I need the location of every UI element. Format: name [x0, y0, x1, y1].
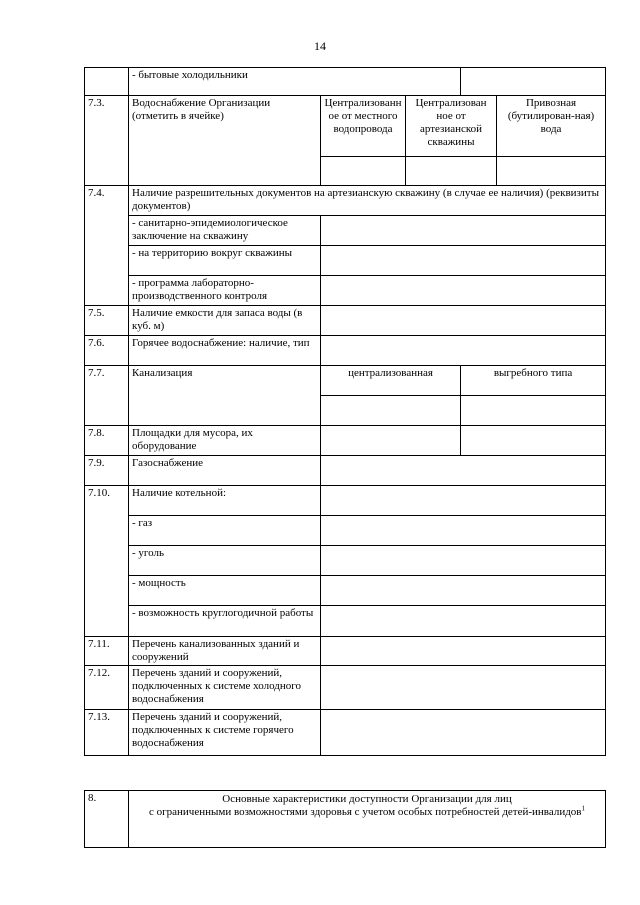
row-number: 7.12.	[85, 666, 129, 710]
row-label: - бытовые холодильники	[129, 68, 461, 96]
footnote-mark: 1	[581, 804, 586, 813]
table-row	[85, 246, 606, 276]
row-number: 7.5.	[85, 306, 129, 336]
row-number: 7.4.	[85, 186, 129, 306]
column-header: Централизованн ое от местного водопровода	[321, 96, 406, 157]
table-row	[85, 710, 606, 756]
row-number: 7.3.	[85, 96, 129, 186]
table-row	[85, 486, 606, 516]
value-cell	[321, 710, 606, 756]
table-row	[85, 637, 606, 666]
value-cell	[321, 516, 606, 546]
value-cell	[321, 336, 606, 366]
row-label: - санитарно-эпидемиологическое заключение на скважину	[129, 216, 321, 246]
value-cell	[497, 157, 606, 186]
value-cell	[321, 486, 606, 516]
row-number: 7.7.	[85, 366, 129, 426]
row-label: Наличие разрешительных документов на артезианскую скважину (в случае ее наличия) (реквизиты документов)	[129, 186, 606, 216]
value-cell	[321, 606, 606, 637]
row-label: Площадки для мусора, их оборудование	[129, 426, 321, 456]
value-cell	[461, 396, 606, 426]
value-cell	[321, 246, 606, 276]
value-cell	[461, 68, 606, 96]
row-label: Перечень зданий и сооружений, подключенных к системе холодного водоснабжения	[129, 666, 321, 710]
row-number: 7.9.	[85, 456, 129, 486]
row-number: 7.10.	[85, 486, 129, 637]
table-row	[85, 306, 606, 336]
column-header: Централизован ное от артезианской скважины	[406, 96, 497, 157]
section-8-table	[84, 790, 606, 848]
row-number: 7.11.	[85, 637, 129, 666]
value-cell	[321, 666, 606, 710]
section-title-line2: с ограниченными возможностями здоровья с учетом особых потребностей детей-инвалидов	[148, 806, 582, 818]
column-header: выгребного типа	[461, 366, 606, 396]
row-label: Водоснабжение Организации (отметить в ячейке)	[129, 96, 321, 186]
row-label: - уголь	[129, 546, 321, 576]
table-row	[85, 791, 606, 848]
section-title	[129, 791, 606, 848]
column-header: централизованная	[321, 366, 461, 396]
value-cell	[321, 546, 606, 576]
page-number: 14	[314, 39, 326, 53]
row-label: Наличие емкости для запаса воды (в куб. м)	[129, 306, 321, 336]
table-row	[85, 666, 606, 710]
table-row	[85, 456, 606, 486]
row-label: - мощность	[129, 576, 321, 606]
row-label: Перечень канализованных зданий и сооружений	[129, 637, 321, 666]
row-label: Канализация	[129, 366, 321, 426]
row-label: Газоснабжение	[129, 456, 321, 486]
row-label: Наличие котельной:	[129, 486, 321, 516]
value-cell	[321, 157, 406, 186]
row-label: - на территорию вокруг скважины	[129, 246, 321, 276]
value-cell	[321, 276, 606, 306]
row-label: - газ	[129, 516, 321, 546]
value-cell	[321, 426, 461, 456]
row-label: - возможность круглогодичной работы	[129, 606, 321, 637]
row-number: 7.13.	[85, 710, 129, 756]
table-row	[85, 606, 606, 637]
row-number	[85, 68, 129, 96]
table-row	[85, 96, 606, 157]
row-label: Перечень зданий и сооружений, подключенных к системе горячего водоснабжения	[129, 710, 321, 756]
value-cell	[461, 426, 606, 456]
value-cell	[406, 157, 497, 186]
table-row	[85, 516, 606, 546]
value-cell	[321, 637, 606, 666]
table-row	[85, 336, 606, 366]
table-row	[85, 546, 606, 576]
row-number: 7.8.	[85, 426, 129, 456]
table-row	[85, 216, 606, 246]
row-label: - программа лабораторно-производственного контроля	[129, 276, 321, 306]
table-row	[85, 576, 606, 606]
value-cell	[321, 576, 606, 606]
main-table	[84, 67, 606, 756]
table-row	[85, 366, 606, 396]
row-number: 7.6.	[85, 336, 129, 366]
table-row	[85, 186, 606, 216]
row-number: 8.	[85, 791, 129, 848]
value-cell	[321, 216, 606, 246]
table-row	[85, 276, 606, 306]
table-row	[85, 68, 606, 96]
value-cell	[321, 396, 461, 426]
column-header: Привозная (бутилирован-ная) вода	[497, 96, 606, 157]
value-cell	[321, 456, 606, 486]
row-label: Горячее водоснабжение: наличие, тип	[129, 336, 321, 366]
section-title-line1: Основные характеристики доступности Организации для лиц	[222, 793, 512, 805]
value-cell	[321, 306, 606, 336]
table-row	[85, 426, 606, 456]
